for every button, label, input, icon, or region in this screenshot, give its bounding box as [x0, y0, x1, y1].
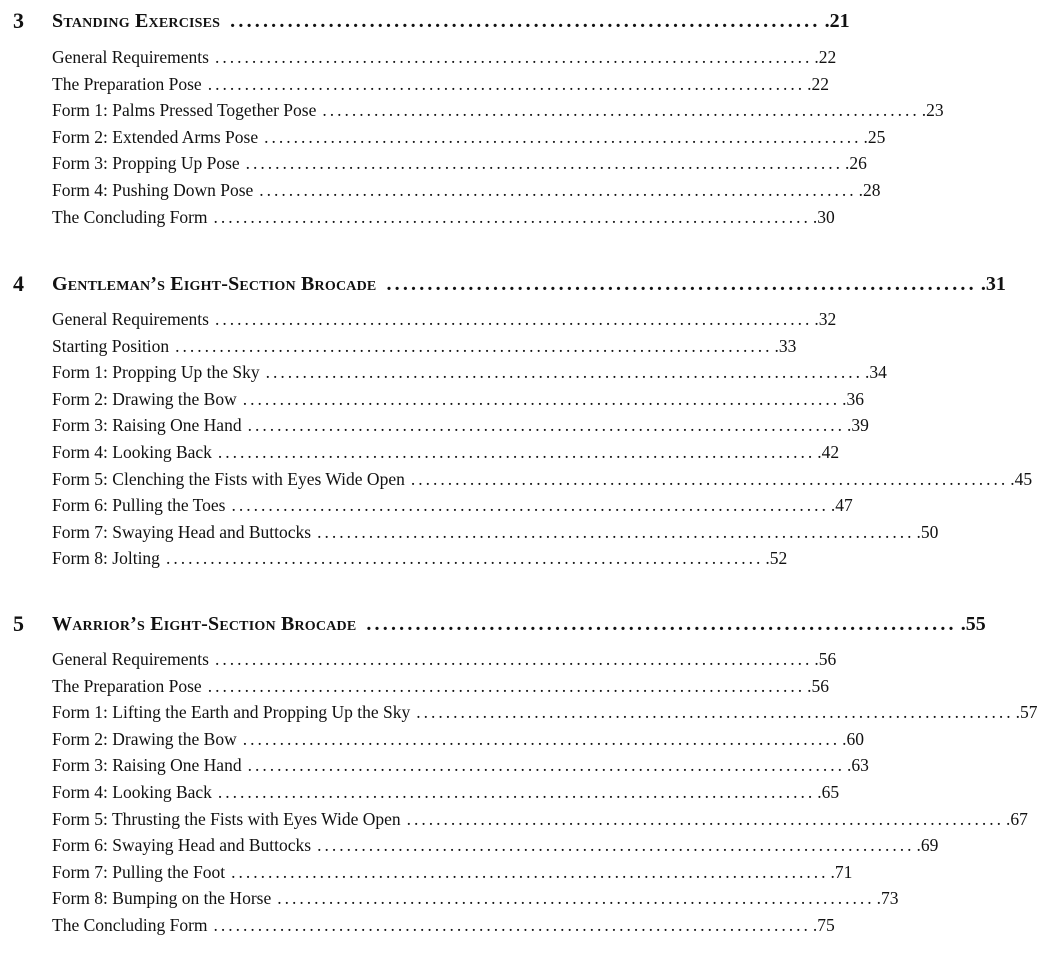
entry-page-number: .67 — [1006, 808, 1028, 829]
chapter-heading[interactable] — [0, 271, 1006, 297]
toc-entry[interactable] — [52, 179, 881, 207]
chapter-page-number: .55 — [960, 613, 986, 635]
dot-leader: ................................................................................. — [259, 179, 857, 200]
dot-leader: ................................................................................. — [217, 441, 816, 462]
entry-title: Form 8: Jolting — [52, 548, 160, 569]
entry-title: Starting Position — [52, 335, 170, 356]
chapter-page-number: .31 — [980, 273, 1006, 295]
toc-entry[interactable] — [52, 755, 869, 782]
entry-title: Form 7: Pulling the Foot — [52, 861, 226, 882]
toc-entry[interactable] — [52, 100, 944, 127]
entry-page-number: .73 — [876, 888, 899, 909]
dot-leader: ................................................................................. — [207, 73, 806, 94]
dot-leader: ................................................................................. — [207, 675, 806, 696]
chapter-5 — [0, 611, 1037, 935]
toc-entry[interactable] — [52, 835, 939, 862]
toc-entry[interactable] — [52, 728, 864, 756]
toc-entry[interactable] — [52, 126, 886, 154]
toc-entry[interactable] — [52, 521, 939, 549]
toc-entry[interactable] — [52, 675, 829, 703]
dot-leader: ........................................................................ — [386, 273, 977, 295]
toc-entry[interactable] — [52, 206, 835, 234]
dot-leader: ................................................................................. — [175, 335, 773, 356]
dot-leader: ................................................................................. — [317, 835, 915, 856]
entry-title: Form 1: Propping Up the Sky — [52, 362, 260, 383]
entry-page-number: .56 — [807, 675, 829, 696]
entry-page-number: .22 — [814, 47, 837, 67]
entry-page-number: .65 — [817, 781, 840, 802]
chapter-heading[interactable] — [0, 8, 850, 34]
entry-page-number: .25 — [863, 126, 886, 147]
entry-title: The Preparation Pose — [52, 73, 202, 94]
dot-leader: ................................................................................. — [410, 468, 1009, 489]
dot-leader: ........................................................................ — [230, 10, 821, 32]
dot-leader: ................................................................................. — [242, 728, 841, 749]
entry-title: Form 3: Propping Up Pose — [52, 153, 240, 174]
entry-page-number: .32 — [814, 309, 837, 329]
dot-leader: ................................................................................. — [265, 362, 863, 383]
toc-entry[interactable] — [52, 441, 840, 469]
entry-title: Form 6: Swaying Head and Buttocks — [52, 835, 312, 856]
dot-leader: ................................................................................. — [317, 521, 915, 542]
chapter-number: 4 — [13, 271, 24, 296]
entry-page-number: .22 — [807, 73, 829, 94]
toc-entry[interactable] — [52, 914, 835, 942]
entry-page-number: .60 — [842, 728, 864, 749]
toc-entry[interactable] — [52, 335, 797, 363]
toc-entry[interactable] — [52, 309, 837, 336]
chapter-heading[interactable] — [0, 611, 986, 637]
toc-entry[interactable] — [52, 861, 853, 889]
dot-leader: ................................................................................. — [214, 309, 813, 329]
chapter-4 — [0, 271, 1033, 569]
entry-page-number: .56 — [814, 649, 837, 669]
entry-title: Form 2: Drawing the Bow — [52, 728, 237, 749]
dot-leader: ................................................................................. — [214, 649, 813, 669]
entry-title: General Requirements — [52, 47, 209, 67]
entry-title: The Concluding Form — [52, 206, 208, 227]
entry-page-number: .30 — [812, 206, 835, 227]
toc-entry[interactable] — [52, 415, 869, 442]
toc-entry[interactable] — [52, 468, 1033, 496]
dot-leader: ................................................................................. — [406, 808, 1005, 829]
entry-title: Form 5: Clenching the Fists with Eyes Wide Open — [52, 468, 405, 489]
entry-page-number: .75 — [812, 914, 835, 935]
dot-leader: ................................................................................. — [231, 495, 829, 516]
entry-page-number: .69 — [916, 835, 939, 856]
chapter-page-number: .21 — [824, 10, 850, 32]
dot-leader: ................................................................................. — [245, 153, 844, 174]
entry-title: The Concluding Form — [52, 914, 208, 935]
entry-title: Form 6: Pulling the Toes — [52, 495, 226, 516]
entry-title: The Preparation Pose — [52, 675, 202, 696]
dot-leader: ........................................................................ — [366, 613, 957, 635]
toc-entry[interactable] — [52, 548, 788, 575]
entry-page-number: .26 — [845, 153, 867, 174]
toc-entry[interactable] — [52, 362, 887, 389]
dot-leader: ................................................................................. — [231, 861, 829, 882]
entry-page-number: .33 — [774, 335, 797, 356]
dot-leader: ................................................................................. — [242, 388, 841, 409]
dot-leader: ................................................................................. — [217, 781, 816, 802]
entry-page-number: .71 — [830, 861, 853, 882]
entry-list — [52, 649, 1037, 942]
entry-title: General Requirements — [52, 309, 209, 329]
entry-page-number: .57 — [1015, 702, 1037, 723]
entry-title: Form 1: Palms Pressed Together Pose — [52, 100, 317, 121]
entry-title: Form 4: Pushing Down Pose — [52, 179, 254, 200]
dot-leader: ................................................................................. — [213, 206, 811, 227]
entry-page-number: .47 — [830, 495, 853, 516]
entry-title: Form 1: Lifting the Earth and Propping Up the Sky — [52, 702, 411, 723]
entry-page-number: .28 — [858, 179, 881, 200]
toc-entry[interactable] — [52, 781, 840, 809]
entry-page-number: .50 — [916, 521, 939, 542]
entry-title: Form 4: Looking Back — [52, 781, 212, 802]
entry-page-number: .52 — [765, 548, 788, 569]
dot-leader: ................................................................................. — [213, 914, 811, 935]
entry-page-number: .34 — [864, 362, 887, 383]
toc-entry[interactable] — [52, 649, 837, 676]
chapter-title: Warrior’s Eight-Section Brocade — [52, 613, 357, 635]
toc-entry[interactable] — [52, 73, 829, 101]
toc-entry[interactable] — [52, 47, 837, 74]
dot-leader: ................................................................................. — [247, 755, 845, 776]
chapter-number: 5 — [13, 611, 24, 636]
entry-page-number: .39 — [846, 415, 869, 436]
entry-list — [52, 309, 1033, 575]
toc-entry[interactable] — [52, 702, 1037, 729]
entry-title: Form 5: Thrusting the Fists with Eyes Wide Open — [52, 808, 401, 829]
entry-title: Form 2: Extended Arms Pose — [52, 126, 259, 147]
toc-entry[interactable] — [52, 153, 867, 180]
toc-entry[interactable] — [52, 888, 899, 915]
entry-title: Form 3: Raising One Hand — [52, 415, 242, 436]
entry-title: Form 4: Looking Back — [52, 441, 212, 462]
entry-page-number: .36 — [842, 388, 864, 409]
entry-list — [52, 47, 944, 233]
entry-title: Form 7: Swaying Head and Buttocks — [52, 521, 312, 542]
entry-title: Form 3: Raising One Hand — [52, 755, 242, 776]
chapter-title: Standing Exercises — [52, 10, 221, 32]
entry-page-number: .63 — [846, 755, 869, 776]
dot-leader: ................................................................................. — [416, 702, 1014, 723]
toc-entry[interactable] — [52, 808, 1028, 836]
dot-leader: ................................................................................. — [214, 47, 813, 67]
entry-page-number: .23 — [921, 100, 944, 121]
dot-leader: ................................................................................. — [322, 100, 920, 121]
entry-title: Form 2: Drawing the Bow — [52, 388, 237, 409]
entry-title: Form 8: Bumping on the Horse — [52, 888, 272, 909]
dot-leader: ................................................................................. — [165, 548, 764, 569]
chapter-3 — [0, 8, 944, 227]
dot-leader: ................................................................................. — [247, 415, 845, 436]
toc-entry[interactable] — [52, 495, 853, 522]
chapter-number: 3 — [13, 8, 24, 33]
entry-page-number: .45 — [1010, 468, 1033, 489]
entry-title: General Requirements — [52, 649, 209, 669]
entry-page-number: .42 — [817, 441, 840, 462]
dot-leader: ................................................................................. — [264, 126, 862, 147]
dot-leader: ................................................................................. — [277, 888, 875, 909]
chapter-title: Gentleman’s Eight-Section Brocade — [52, 273, 377, 295]
toc-entry[interactable] — [52, 388, 864, 416]
